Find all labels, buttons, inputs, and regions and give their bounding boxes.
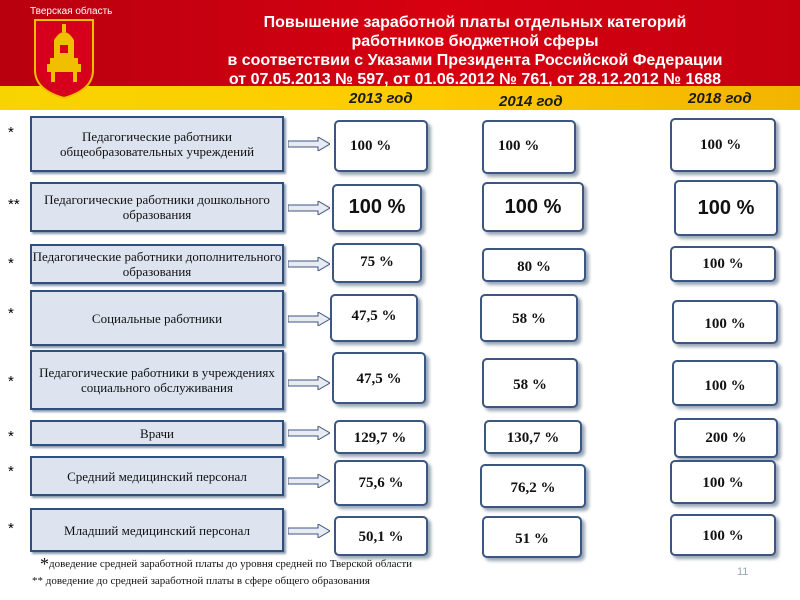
- year-label-2014: 2014 год: [499, 93, 563, 110]
- value-2018: 100 %: [674, 180, 778, 236]
- value-2013: 129,7 %: [334, 420, 426, 454]
- footnote-1: [40, 554, 412, 575]
- row-marker: *: [8, 255, 14, 272]
- category-box: Средний медицинский персонал: [30, 456, 284, 496]
- value-2018: 200 %: [674, 418, 778, 458]
- row-marker: *: [8, 373, 14, 390]
- value-2013: 75,6 %: [334, 460, 428, 506]
- region-label: Тверская область: [30, 6, 113, 17]
- title-line: от 07.05.2013 № 597, от 01.06.2012 № 761, от 28.12.2012 № 1688: [228, 71, 722, 88]
- arrow-right-icon: [288, 201, 330, 215]
- arrow-right-icon: [288, 376, 330, 390]
- value-2014: 58 %: [482, 358, 578, 408]
- year-label-2013: 2013 год: [349, 90, 413, 107]
- value-2013: 100 %: [334, 120, 428, 172]
- value-2014: 76,2 %: [480, 464, 586, 508]
- value-2018: 100 %: [670, 514, 776, 556]
- value-2014: 130,7 %: [484, 420, 582, 454]
- slide-title: [160, 13, 790, 89]
- row-marker: *: [8, 463, 14, 480]
- value-2018: 100 %: [672, 360, 778, 406]
- category-box: Педагогические работники дошкольного образования: [30, 182, 284, 232]
- value-2013: 50,1 %: [334, 516, 428, 556]
- value-2014: 58 %: [480, 294, 578, 342]
- title-line: Повышение заработной платы отдельных категорий: [263, 14, 687, 31]
- arrow-right-icon: [288, 137, 330, 151]
- footnote-2: ** доведение до средней заработной платы в сфере общего образования: [32, 575, 370, 587]
- value-2018: 100 %: [670, 246, 776, 282]
- value-2013: 100 %: [332, 184, 422, 232]
- category-box: Младший медицинский персонал: [30, 508, 284, 552]
- row-marker: *: [8, 124, 14, 141]
- page-number: 11: [737, 566, 749, 578]
- category-box: Педагогические работники в учреждениях социального обслуживания: [30, 350, 284, 410]
- arrow-right-icon: [288, 524, 330, 538]
- value-2018: 100 %: [672, 300, 778, 344]
- value-2014: 51 %: [482, 516, 582, 558]
- arrow-right-icon: [288, 474, 330, 488]
- coat-of-arms-icon: [33, 18, 95, 100]
- value-2013: 75 %: [332, 243, 422, 283]
- category-box: Врачи: [30, 420, 284, 446]
- footnote-marker: *: [40, 554, 49, 574]
- row-marker: **: [8, 196, 20, 213]
- arrow-right-icon: [288, 257, 330, 271]
- value-2013: 47,5 %: [330, 294, 418, 342]
- category-box: Педагогические работники общеобразовательных учреждений: [30, 116, 284, 172]
- value-2013: 47,5 %: [332, 352, 426, 404]
- title-line: в соответствии с Указами Президента Российской Федерации: [227, 52, 723, 69]
- arrow-right-icon: [288, 426, 330, 440]
- row-marker: *: [8, 428, 14, 445]
- title-line: работников бюджетной сферы: [351, 33, 599, 50]
- category-box: Социальные работники: [30, 290, 284, 346]
- value-2018: 100 %: [670, 460, 776, 504]
- value-2014: 80 %: [482, 248, 586, 282]
- value-2014: 100 %: [482, 120, 576, 174]
- value-2018: 100 %: [670, 118, 776, 172]
- row-marker: *: [8, 520, 14, 537]
- footnote-1-text: доведение средней заработной платы до уровня средней по Тверской области: [49, 558, 413, 570]
- category-box: Педагогические работники дополнительного образования: [30, 244, 284, 284]
- value-2014: 100 %: [482, 182, 584, 232]
- year-label-2018: 2018 год: [688, 90, 752, 107]
- row-marker: *: [8, 305, 14, 322]
- arrow-right-icon: [288, 312, 330, 326]
